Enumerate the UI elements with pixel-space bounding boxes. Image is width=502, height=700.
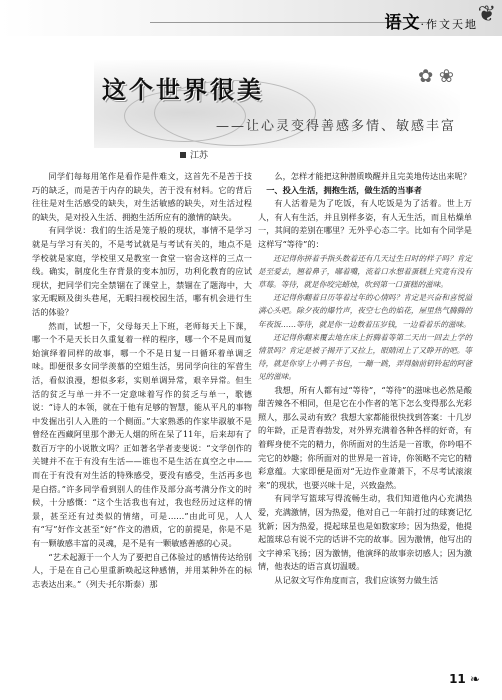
section-heading: 一、投入生活，拥抱生活，做生活的当事者 bbox=[266, 184, 422, 195]
quote-paragraph: 还记得你翻来覆去地在床上折腾着等第二天出一回去上学的情景吗？肯定是被子揭开了又拉上，眼睛闭上了又睁开的吧。等待，就是你穿上小鸭子书包，一蹦一跳，弄得脑前钥铃起的阿爸见的滋味。 bbox=[258, 332, 472, 382]
right-column bbox=[258, 170, 472, 588]
title-banner bbox=[94, 60, 460, 148]
section-name: ·作文天地 bbox=[420, 18, 478, 31]
paragraph: 我想，所有人都有过“等待”，“等待”的滋味也必然是酸甜苦辣各不相同，但是它在小作者的笔下怎么变得那么光彩照人，那么灵动有致？我想大家都能很快找到答案：十几岁的年龄，正是青春勃发，对外界充满着各种各样的好奇，有着辉身使不完的精力，你所面对的生活是一首歌，你吟唱不完它的妙趣；你所面对的世界是一首诗，你领略不完它的精彩意蕴。大家即便是面对“无边作业萧萧下，不尽考试滚滚来”的现状，也要兴味十足，兴致盎然。 bbox=[258, 384, 472, 490]
article-title: 这个世界很美 bbox=[102, 76, 264, 104]
page-number-value: 11 bbox=[449, 672, 466, 686]
paragraph: 从记叙文写作角度而言，我们应该努力做生活 bbox=[274, 574, 439, 585]
paragraph: 同学们每每用笔作是看作是件难文，这首先不是苦于技巧的缺乏，而是苦于内存的缺失，苦于没有材料。它的背后往往是对生活感受的缺失，对生活敏感的缺失，对生活过程的缺失，是对投入生活、拥抱生活所应有的激情的缺失。 bbox=[32, 171, 252, 222]
paragraph: 然而，试想一下，父母每天上下班，老师每天上下课，哪一个不是天长日久重复着一样的程序，哪一个不是周而复始演绎着同样的故事，哪一个不是日复一日循环着单调乏味。即便很多女同学羡慕的空姐生活，男同学向往的军营生活，看似浪漫，想似多彩，实则单调异常，艰辛异常。但生活的贫乏与单一并不一定意味着写作的贫乏与单一，歌德说：“诗人的本领，就在于他有足够的智慧，能从平凡的事物中发掘出引人入胜的一个侧面。”大家熟悉的作家毕淑敏不是曾经在西藏阿里那个渺无人烟的所在呆了11年，后来却有了数百万字的小说散文吗？正如著名学者麦斐说：“文学创作的关键并不在于有没有生活——谁也不是生活在真空之中——而在于有没有对生活的特殊感受，要没有感受，生活再多也是白搭。”许多同学看到别人的佳作及部分高考满分作文的时候，十分感慨：“这个生活我也有过，我也经历过这样的情景，甚至还有过类似的情绪，可是……”由此可见，人人有“写”好作文甚至“好”作文的潜质，它的前提是，你是不是有一颗敏感丰富的灵魂，是不是有一颗敏感善感的心灵。 bbox=[32, 320, 252, 549]
flourish-icon: ❦ bbox=[477, 2, 496, 27]
paragraph: 有同学写篮球写得流畅生动，我们知道他内心充满热爱，充满激情，因为热爱，他对自己一年前打过的球赛记忆犹新；因为热爱，提起球星也是如数家珍；因为热爱，他提起篮球总有说不完的话讲不完的故事。因为激情，他写出的文字神采飞扬；因为激情，他演绎的故事亲切感人；因为激情，他表达的语言真切温暖。 bbox=[258, 493, 472, 572]
bullet-icon bbox=[180, 152, 186, 158]
left-column bbox=[32, 170, 252, 591]
paragraph: 有同学说：我们的生活是笼子般的现状，事情不是学习就是与学习有关的，不是考试就是与考试有关的，地点不是学校就是家庭，学校里又是教室一食堂一宿舍这样的三点一线。确实，制度化生存背景的变本加厉，功利化教育的应试现状，把同学们完全禁锢在了课堂上，禁锢在了题海中，大家无暇顾及街头巷尾，无暇扫视校园生活，哪有机会进行生活的体验？ bbox=[32, 225, 252, 317]
magazine-name: 语文 bbox=[384, 13, 421, 33]
author-line bbox=[180, 148, 208, 161]
page-number: 11 ❧ bbox=[449, 672, 480, 686]
paragraph: 么，怎样才能把这种潜质唤醒并且完美地传达出来呢？ bbox=[274, 171, 471, 181]
author-name: 江苏 bbox=[190, 151, 209, 161]
paragraph: “艺术起源于一个人为了要把自己体验过的感情传达给别人，于是在自己心里重新唤起这种感情，并用某种外在的标志表达出来。”（列夫·托尔斯泰）那 bbox=[32, 551, 252, 589]
article-subtitle: ——让心灵变得善感多情、敏感丰富 bbox=[216, 119, 457, 134]
quote-paragraph: 还记得你翻着日历等着过年的心情吗？肯定是兴奋和喜悦溢满心头吧。除夕夜的爆竹声，夜空七色的焰花，屋里热气腾腾的年夜饭……等待，就是你一边数着压岁钱，一边看着乐的滋味。 bbox=[258, 293, 472, 329]
magazine-logo bbox=[385, 8, 479, 33]
paragraph: 有人活着是为了吃饭，有人吃饭是为了活着。世上万人，有人有生活，并且别样多姿，有人无生活，而且枯燥单一，其间的差别在哪里？无外乎心态二字。比如有个同学是这样写“等待”的： bbox=[258, 198, 472, 249]
flower-icon: ✿ ❀ bbox=[418, 66, 454, 87]
quote-paragraph: 还记得你拼着手指头数着还有几天过生日时的样子吗？肯定是至爱去，翘着鼻子，嘟着嘴，流着口水想着蛋糕上究竟有没有草莓。等待，就是你咬完蜡烛，吹到第一口蛋糕的滋味。 bbox=[258, 253, 472, 289]
